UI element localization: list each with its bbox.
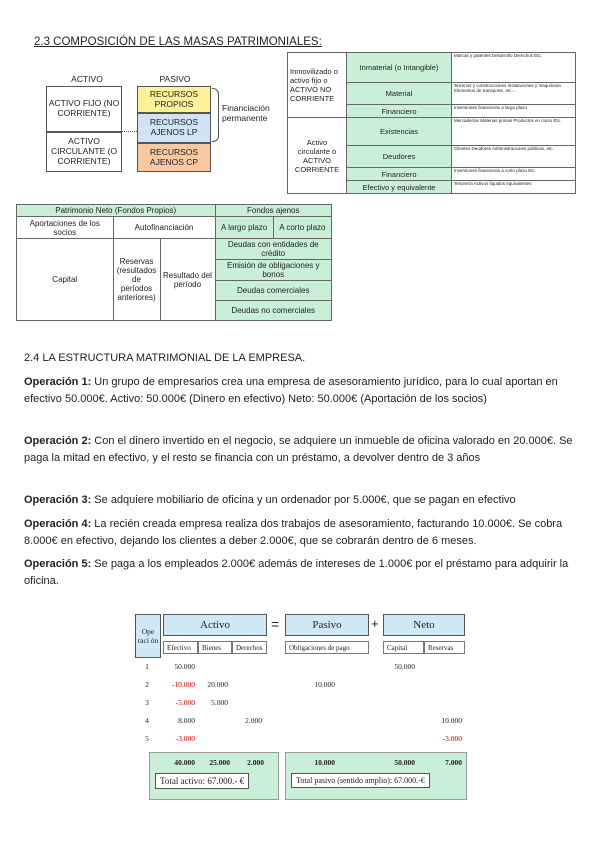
existencias-detail: Mercaderías Materias primas Productos en curso Etc. (452, 118, 576, 146)
financiero2-cell: Financiero (347, 168, 452, 181)
activo-fijo-box: ACTIVO FIJO (NO CORRIENTE) (46, 86, 122, 132)
resultado-cell: Resultado del período (160, 239, 215, 321)
divider-dotted (122, 131, 137, 132)
ledger-cell-bi: 20.000 (207, 680, 228, 689)
op-2-label: Operación 2: (24, 435, 92, 447)
activo-circulante-box: ACTIVO CIRCULANTE (O CORRIENTE) (46, 132, 122, 172)
recursos-cp-box: RECURSOS AJENOS CP (137, 143, 211, 172)
capital-col: Capital (383, 641, 424, 654)
neto-header: Neto (383, 614, 465, 636)
op-1 (24, 374, 580, 408)
ledger-cell-n: 3 (145, 698, 149, 707)
ledger-cell-ob: 10.000 (314, 680, 335, 689)
op-5-text: Se paga a los empleados 2.000€ además de intereses de 1.000€ por el préstamo para adquirir la oficina. (24, 558, 569, 587)
op-1-label: Operación 1: (24, 376, 92, 388)
page-title: 2.3 COMPOSICIÓN DE LAS MASAS PATRIMONIALES: (34, 36, 322, 48)
oblig-col: Obligaciones de pago (285, 641, 369, 654)
op-4-text: La recién creada empresa realiza dos trabajos de asesoramiento, facturando 10.000€. Se cobra 8.000€ en efectivo, dejando los clientes a deber 2.000€, que se cobrarán dentro de 6 meses. (24, 518, 563, 547)
activo-header: Activo (163, 614, 267, 636)
equals-sign: = (271, 616, 280, 632)
deuda-1: Deudas con entidades de crédito (215, 239, 332, 260)
ledger-cell-re: 10.000 (441, 716, 462, 725)
recursos-lp-box: RECURSOS AJENOS LP (137, 113, 211, 143)
reservas-col: Reservas (424, 641, 465, 654)
financiero2-detail: Inversiones financieras a corto plazo Etc. (452, 168, 576, 181)
deudores-detail: Clientes Deudores Administraciones públicas, etc. (452, 146, 576, 168)
total-activo: Total activo: 67.000.- € (155, 773, 249, 789)
op-1-text: Un grupo de empresarios crea una empresa de asesoramiento jurídico, para lo cual aportan en efectivo 50.000€. Activo: 50.000€ (Dinero en efectivo) Neto: 50.000€ (Aportación de los socios) (24, 376, 558, 405)
section-title: 2.4 LA ESTRUCTURA MATRIMONIAL DE LA EMPRESA. (24, 352, 306, 364)
cp-cell: A corto plazo (273, 217, 331, 239)
op-4-label: Operación 4: (24, 518, 92, 530)
bienes-col: Bienes (198, 641, 232, 654)
ledger (135, 614, 470, 800)
ledger-cell-n: 5 (145, 734, 149, 743)
total-pasivo: Total pasivo (sentido amplio): 67.000.-€ (291, 773, 430, 788)
ledger-cell-ef: -5.000 (175, 698, 195, 707)
ledger-cell-ef: -3.000 (175, 734, 195, 743)
autof-cell: Autofinanciación (113, 217, 215, 239)
pasivo-header: Pasivo (285, 614, 369, 636)
material-cell: Material (347, 83, 452, 105)
inmaterial-cell: Inmaterial (o Intangible) (347, 53, 452, 83)
deuda-4: Deudas no comerciales (215, 301, 332, 321)
ledger-cell-n: 4 (145, 716, 149, 725)
ledger-cell-ca: 50.000 (394, 662, 415, 671)
deuda-3: Deudas comerciales (215, 281, 332, 301)
efectivo-detail: Tesorería Activos líquidos equivalentes (452, 181, 576, 194)
material-detail: Terrenos y construcciones Instalaciones y maquinaria Elementos de transporte, etc… (452, 83, 576, 105)
inmov-cell: Inmovilizado o activo fijo o ACTIVO NO CORRIENTE (288, 53, 347, 118)
reservas-cell: Reservas (resultados de períodos anteriores) (113, 239, 160, 321)
op-3-text: Se adquiere mobiliario de oficina y un ordenador por 5.000€, que se pagan en efectivo (91, 494, 516, 506)
ledger-cell-ef: -10.000 (171, 680, 195, 689)
capital-cell: Capital (17, 239, 114, 321)
ledger-cell-bi: 5.000 (211, 698, 228, 707)
fa-header: Fondos ajenos (215, 205, 332, 217)
existencias-cell: Existencias (347, 118, 452, 146)
ledger-cell-re: -3.000 (442, 734, 462, 743)
op-5-label: Operación 5: (24, 558, 92, 570)
total-capital: 50.000 (394, 758, 415, 767)
activo-corriente-cell: Activo circulante o ACTIVO CORRIENTE (288, 118, 347, 194)
derechos-col: Derechos (232, 641, 267, 654)
masas-table (287, 52, 576, 194)
op-3-label: Operación 3: (24, 494, 92, 506)
pasivo-label: PASIVO (159, 74, 191, 84)
lp-cell: A largo plazo (215, 217, 273, 239)
op-5 (24, 556, 580, 590)
efectivo-cell: Efectivo y equivalente (347, 181, 452, 194)
efectivo-col: Efectivo (163, 641, 198, 654)
ledger-cell-n: 2 (145, 680, 149, 689)
total-bienes: 25.000 (209, 758, 230, 767)
pn-header: Patrimonio Neto (Fondos Propios) (17, 205, 216, 217)
ledger-cell-ef: 50.000 (174, 662, 195, 671)
ledger-cell-ef: 8.000 (178, 716, 195, 725)
aport-cell: Aportaciones de los socios (17, 217, 114, 239)
financiero-cell: Financiero (347, 105, 452, 118)
activo-label: ACTIVO (71, 74, 103, 84)
recursos-propios-box: RECURSOS PROPIOS (137, 86, 211, 113)
brace (212, 88, 219, 142)
op-header: Ope raci ón (135, 614, 161, 658)
ledger-cell-n: 1 (145, 662, 149, 671)
op-3 (24, 492, 580, 509)
total-reservas: 7.000 (445, 758, 462, 767)
financiacion-label: Financiación permanente (222, 103, 270, 123)
deudores-cell: Deudores (347, 146, 452, 168)
deuda-2: Emisión de obligaciones y bonos (215, 260, 332, 281)
total-derechos: 2.000 (247, 758, 264, 767)
op-2-text: Con el dinero invertido en el negocio, se adquiere un inmueble de oficina valorado en 20.000€. Se paga la mitad en efectivo, y el resto se financia con un préstamo, a devolver dentro de 3 años (24, 435, 573, 464)
patrimonio-table (16, 204, 332, 321)
op-4 (24, 516, 580, 550)
op-2 (24, 433, 580, 467)
total-efectivo: 40.000 (174, 758, 195, 767)
ledger-cell-de: 2.000 (245, 716, 262, 725)
financiero-detail: Inversiones financieras a largo plazo (452, 105, 576, 118)
plus-sign: + (371, 616, 379, 631)
inmaterial-detail: Marcas y patentes Desarrollo Derechos Etc. (452, 53, 576, 83)
total-oblig: 10.000 (314, 758, 335, 767)
